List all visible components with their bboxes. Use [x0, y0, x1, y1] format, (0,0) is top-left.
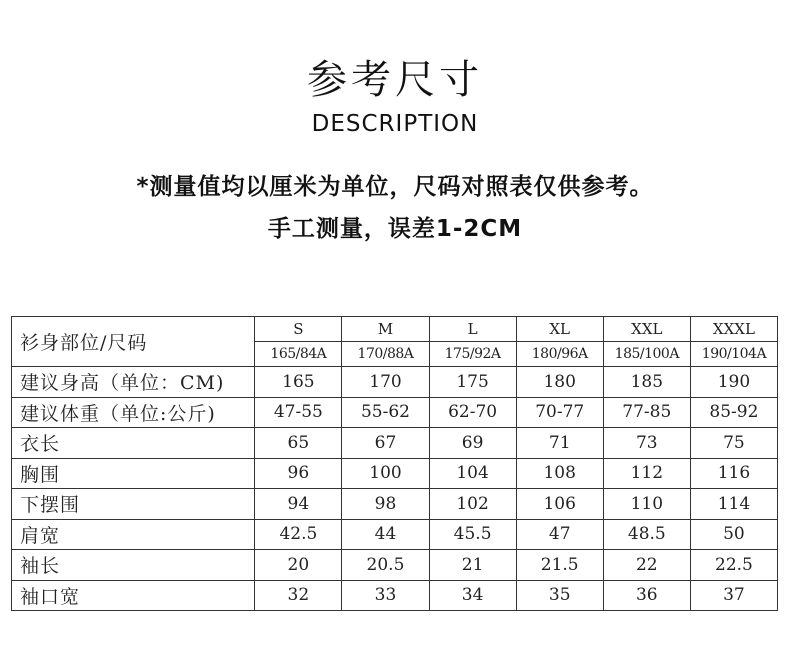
value-cell: 42.5	[255, 519, 342, 550]
value-cell: 47-55	[255, 397, 342, 428]
value-cell: 62-70	[429, 397, 516, 428]
value-cell: 170	[342, 367, 429, 398]
value-cell: 69	[429, 428, 516, 459]
row-label: 袖长	[12, 550, 255, 581]
table-row	[12, 367, 778, 398]
value-cell: 116	[690, 458, 777, 489]
value-cell: 94	[255, 489, 342, 520]
row-label: 建议体重（单位:公斤)	[12, 397, 255, 428]
value-cell: 50	[690, 519, 777, 550]
value-cell: 102	[429, 489, 516, 520]
value-cell: 98	[342, 489, 429, 520]
value-cell: 37	[690, 580, 777, 611]
value-cell: 55-62	[342, 397, 429, 428]
value-cell: 47	[516, 519, 603, 550]
size-code-cell: 190/104A	[690, 342, 777, 367]
page-title: 参考尺寸	[307, 57, 483, 103]
table-row	[12, 397, 778, 428]
value-cell: 165	[255, 367, 342, 398]
value-cell: 32	[255, 580, 342, 611]
value-cell: 45.5	[429, 519, 516, 550]
size-name-cell: S	[255, 317, 342, 342]
value-cell: 35	[516, 580, 603, 611]
row-label: 肩宽	[12, 519, 255, 550]
value-cell: 73	[603, 428, 690, 459]
table-row	[12, 458, 778, 489]
value-cell: 22	[603, 550, 690, 581]
row-label: 衣长	[12, 428, 255, 459]
size-name-cell: XXXL	[690, 317, 777, 342]
value-cell: 65	[255, 428, 342, 459]
value-cell: 112	[603, 458, 690, 489]
measurement-note: *测量值均以厘米为单位，尺码对照表仅供参考。	[136, 174, 654, 200]
value-cell: 70-77	[516, 397, 603, 428]
value-cell: 190	[690, 367, 777, 398]
value-cell: 67	[342, 428, 429, 459]
size-code-cell: 170/88A	[342, 342, 429, 367]
table-row	[12, 428, 778, 459]
corner-header-cell: 衫身部位/尺码	[12, 317, 255, 367]
value-cell: 110	[603, 489, 690, 520]
value-cell: 77-85	[603, 397, 690, 428]
value-cell: 114	[690, 489, 777, 520]
row-label: 胸围	[12, 458, 255, 489]
value-cell: 36	[603, 580, 690, 611]
value-cell: 100	[342, 458, 429, 489]
value-cell: 106	[516, 489, 603, 520]
size-code-cell: 185/100A	[603, 342, 690, 367]
value-cell: 108	[516, 458, 603, 489]
value-cell: 96	[255, 458, 342, 489]
row-label: 下摆围	[12, 489, 255, 520]
size-code-cell: 165/84A	[255, 342, 342, 367]
page-subtitle: DESCRIPTION	[311, 111, 479, 137]
value-cell: 22.5	[690, 550, 777, 581]
size-name-cell: M	[342, 317, 429, 342]
size-code-cell: 180/96A	[516, 342, 603, 367]
value-cell: 44	[342, 519, 429, 550]
value-cell: 185	[603, 367, 690, 398]
tolerance-note: 手工测量，误差1-2CM	[267, 216, 523, 242]
value-cell: 71	[516, 428, 603, 459]
value-cell: 104	[429, 458, 516, 489]
size-name-row	[12, 317, 778, 342]
size-chart-table	[11, 316, 778, 611]
value-cell: 180	[516, 367, 603, 398]
value-cell: 48.5	[603, 519, 690, 550]
table-row	[12, 580, 778, 611]
table-row	[12, 519, 778, 550]
value-cell: 175	[429, 367, 516, 398]
table-row	[12, 489, 778, 520]
value-cell: 20	[255, 550, 342, 581]
value-cell: 21	[429, 550, 516, 581]
value-cell: 33	[342, 580, 429, 611]
row-label: 建议身高（单位：CM)	[12, 367, 255, 398]
value-cell: 75	[690, 428, 777, 459]
size-code-cell: 175/92A	[429, 342, 516, 367]
value-cell: 21.5	[516, 550, 603, 581]
value-cell: 34	[429, 580, 516, 611]
size-name-cell: XXL	[603, 317, 690, 342]
table-row	[12, 550, 778, 581]
value-cell: 85-92	[690, 397, 777, 428]
size-name-cell: L	[429, 317, 516, 342]
row-label: 袖口宽	[12, 580, 255, 611]
value-cell: 20.5	[342, 550, 429, 581]
size-name-cell: XL	[516, 317, 603, 342]
